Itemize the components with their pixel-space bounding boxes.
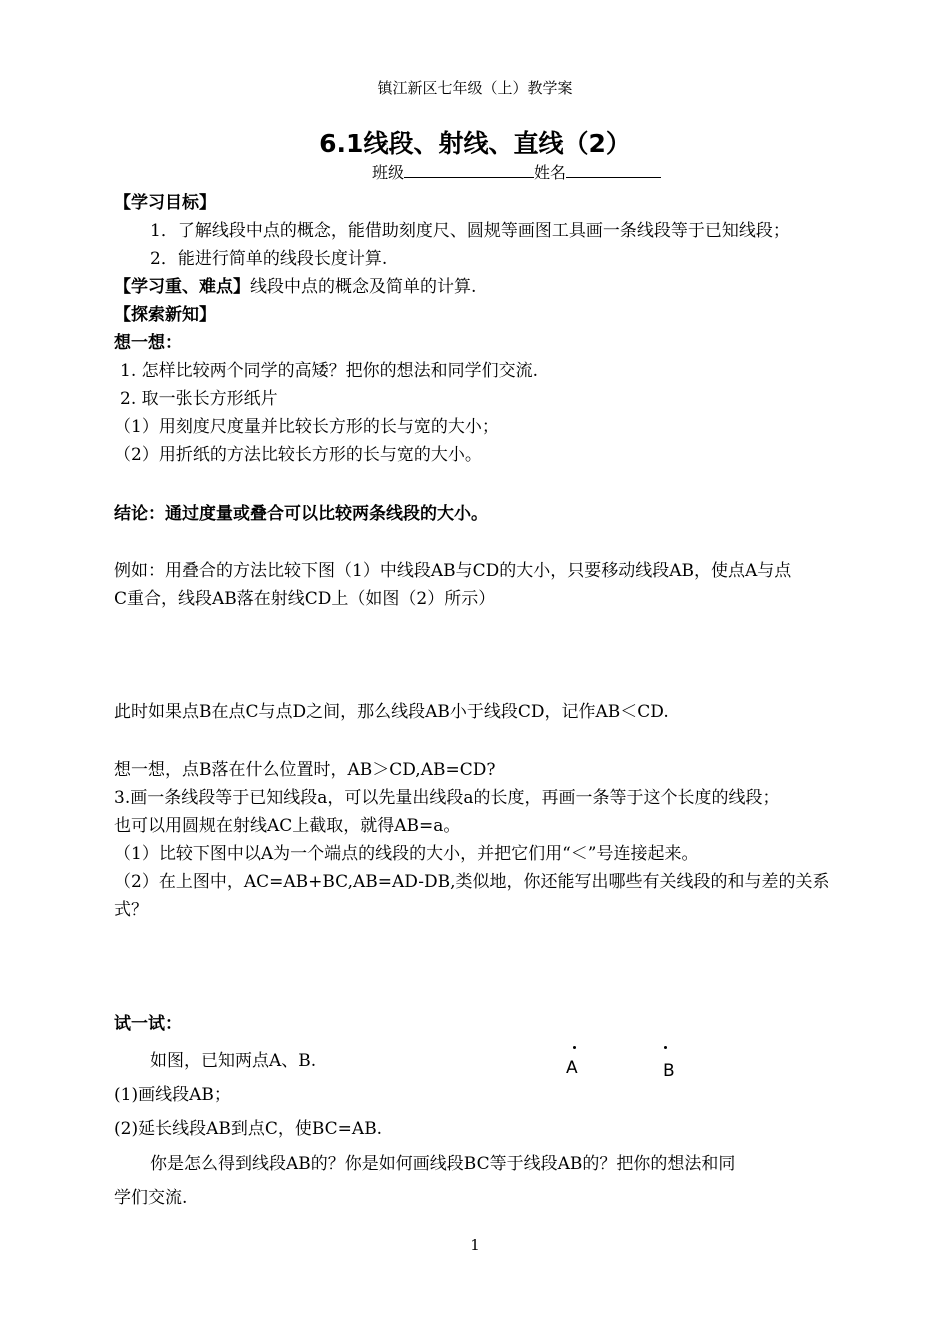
item3-line: 3.画一条线段等于已知线段a，可以先量出线段a的长度，再画一条等于这个长度的线段； <box>114 788 780 808</box>
explore-heading: 【探索新知】 <box>114 305 216 325</box>
explore-line: 1. 怎样比较两个同学的高矮？把你的想法和同学们交流. <box>120 361 539 381</box>
then-line: 此时如果点B在点C与点D之间，那么线段AB小于线段CD，记作AB＜CD. <box>114 702 669 722</box>
page-title: 6.1线段、射线、直线（2） <box>319 129 631 158</box>
class-label: 班级 <box>372 163 405 182</box>
item3-line: 也可以用圆规在射线AC上截取，就得AB=a。 <box>114 816 461 836</box>
try-heading: 试一试： <box>114 1014 182 1034</box>
name-label: 姓名 <box>534 163 567 182</box>
objectives-heading: 【学习目标】 <box>114 193 216 213</box>
think-heading: 想一想： <box>114 333 182 353</box>
key-points-line <box>114 276 476 298</box>
point-a-label: A <box>566 1058 578 1078</box>
item3-line: （1）比较下图中以A为一个端点的线段的大小，并把它们用“＜”号连接起来。 <box>114 844 699 864</box>
key-points-heading: 【学习重、难点】 <box>114 277 250 297</box>
point-a-dot <box>573 1046 576 1049</box>
class-blank <box>404 162 534 178</box>
class-name-line <box>372 162 661 184</box>
objective-item: 1．了解线段中点的概念，能借助刻度尺、圆规等画图工具画一条线段等于已知线段； <box>150 221 790 241</box>
explore-line: 2. 取一张长方形纸片 <box>120 389 278 409</box>
example-line: 例如：用叠合的方法比较下图（1）中线段AB与CD的大小，只要移动线段AB，使点A与点 <box>114 561 792 581</box>
try-question-line: 学们交流. <box>114 1188 188 1208</box>
item3-line: 式？ <box>114 900 148 920</box>
page-header: 镇江新区七年级（上）教学案 <box>377 79 573 97</box>
key-points-text: 线段中点的概念及简单的计算. <box>250 277 477 297</box>
conclusion: 结论：通过度量或叠合可以比较两条线段的大小。 <box>114 504 488 524</box>
point-b-dot <box>664 1046 667 1049</box>
explore-line: （2）用折纸的方法比较长方形的长与宽的大小。 <box>114 445 482 465</box>
try-step: (2)延长线段AB到点C，使BC=AB. <box>114 1119 383 1139</box>
item3-line: （2）在上图中，AC=AB+BC,AB=AD-DB,类似地，你还能写出哪些有关线段的和与差的关系 <box>114 872 830 892</box>
try-step: (1)画线段AB； <box>114 1085 231 1105</box>
explore-line: （1）用刻度尺度量并比较长方形的长与宽的大小； <box>114 417 499 437</box>
example-line: C重合，线段AB落在射线CD上（如图（2）所示） <box>114 589 496 609</box>
try-intro: 如图，已知两点A、B. <box>150 1051 317 1071</box>
page-number: 1 <box>470 1236 480 1254</box>
name-blank <box>566 162 661 178</box>
think-again-line: 想一想，点B落在什么位置时，AB＞CD,AB=CD? <box>114 760 496 780</box>
point-b-label: B <box>663 1061 675 1081</box>
try-question-line: 你是怎么得到线段AB的？你是如何画线段BC等于线段AB的？把你的想法和同 <box>150 1154 736 1174</box>
objective-item: 2．能进行简单的线段长度计算. <box>150 249 388 269</box>
